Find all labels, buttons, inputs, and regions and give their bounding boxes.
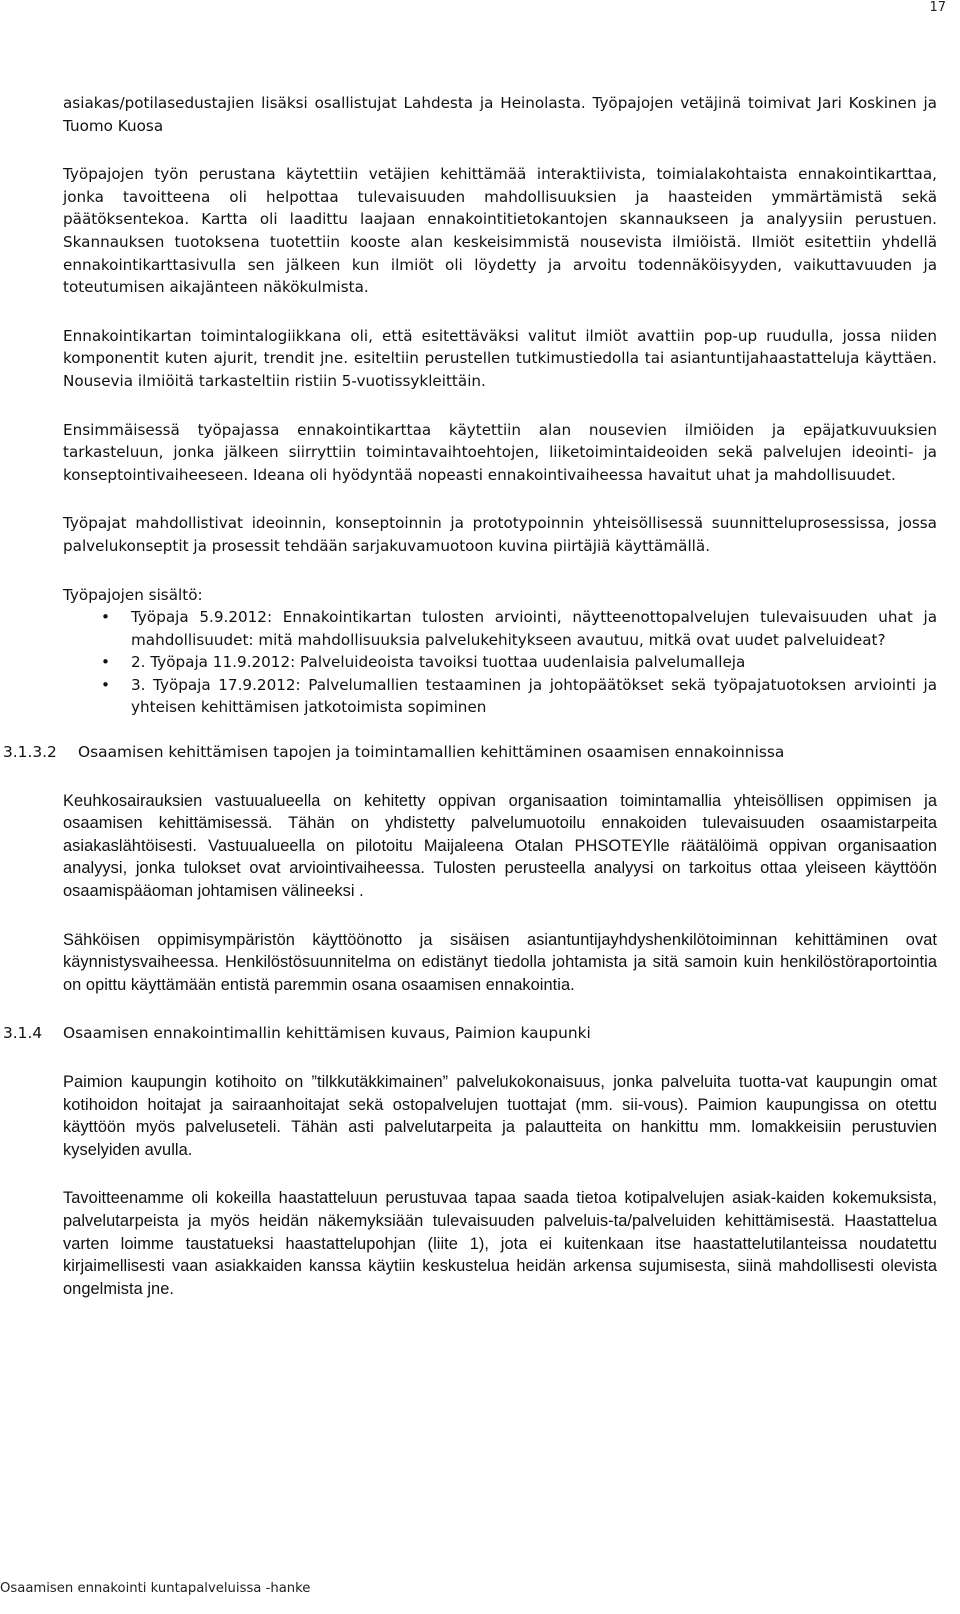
bullet-icon: • [101,675,110,694]
section-number: 3.1.4 [3,1024,43,1043]
section-heading [0,1022,937,1045]
bullet-icon: • [101,653,110,672]
section-number: 3.1.3.2 [3,743,57,762]
page-footer: Osaamisen ennakointi kuntapalveluissa -hanke [0,1581,311,1596]
page-content [3,92,937,1326]
section-title: Osaamisen kehittämisen tapojen ja toimintamallien kehittäminen osaamisen ennakoinnissa [78,743,785,762]
list-item [63,651,937,674]
paragraph-first-workshop: Ensimmäisessä työpajassa ennakointikarttaa käytettiin alan nousevien ilmiöiden ja epäjatkuvuuksien tarkasteluun, jonka jälkeen siirryttiin toimintavaihtoehtojen, liiketoimintaideoiden sekä palvelujen ideointi- ja konseptointivaiheeseen. Ideana oli hyödyntää nopeasti ennakointivaiheessa havaitut uhat ja mahdollisuudet. [63,420,937,484]
list-item-text: 3. Työpaja 17.9.2012: Palvelumallien testaaminen ja johtopäätökset sekä työpajatuotoksen arviointi ja yhteisen kehittämisen jatkotoimista sopiminen [131,675,937,717]
workshop-list [63,606,937,719]
paragraph-interview-goal: Tavoitteenamme oli kokeilla haastatteluun perustuvaa tapaa saada tietoa kotipalvelujen asiak-kaiden kokemuksista, palvelutarpeista ja myös heidän näkemyksiään tulevaisuuden palveluis-ta/palveluiden kehittämisestä. Haastattelua varten loimme taustatueksi haastattelupohjan (liite 1), jota ei kuitenkaan itse haastattelutilanteissa noudatettu kirjaimellisesti vaan asiakkaiden kanssa käytiin keskustelua heidän arkensa sujumisesta, siinä mahdollisesti olevista ongelmista jne. [63,1189,937,1298]
bullet-icon: • [101,608,110,627]
paragraph-lung-unit: Keuhkosairauksien vastuualueella on kehitetty oppivan organisaation toimintamallia yhteisöllisen oppimisen ja osaamisen kehittämisessä. Tähän on yhdistetty palvelumuotoilu ennakoiden tulevaisuuden osaamistarpeita asiakaslähtöisesti. Vastuualueella on pilotoitu Maijaleena Otalan PHSOTEYlle räätälöimä oppivan organisaation analyysi, jonka tulokset ovat arviointivaiheessa. Tulosten perusteella analyysi on tarkoitus ottaa yleiseen käyttöön osaamispääoman johtamisen välineeksi . [63,791,937,901]
section-heading [0,741,937,764]
list-item-text: 2. Työpaja 11.9.2012: Palveluideoista tavoiksi tuottaa uudenlaisia palvelumalleja [131,653,746,672]
paragraph-forecast-map: Työpajojen työn perustana käytettiin vetäjien kehittämää interaktiivista, toimialakohtaista ennakointikarttaa, jonka tavoitteena oli helpottaa tulevaisuuden mahdollisuuksien ja haasteiden ymmärtämistä sekä päätöksentekoa. Kartta oli laadittu laajaan ennakointitietokantojen skannaukseen ja analyysiin perustuen. Skannauksen tuotoksena tuotettiin kooste alan keskeisimmistä nousevista ilmiöistä. Ilmiöt esitettiin yhdellä ennakointikarttasivulla sen jälkeen kun ilmiöt oli löydetty ja arvoitu todennäköisyyden, vaikuttavuuden ja toteutumisen aikajänteen näkökulmista. [63,165,937,297]
list-item [63,674,937,719]
workshop-list-title: Työpajojen sisältö: [63,585,203,604]
paragraph-workshop-outcomes: Työpajat mahdollistivat ideoinnin, konseptoinnin ja prototypoinnin yhteisöllisessä suunnitteluprosessissa, jossa palvelukonseptit ja prosessit tehdään sarjakuvamuotoon kuvina piirtäjiä käyttämällä. [63,514,937,555]
page-number: 17 [929,0,946,15]
paragraph-e-learning: Sähköisen oppimisympäristön käyttöönotto ja sisäisen asiantuntijayhdyshenkilötoiminnan kehittäminen ovat käynnistysvaiheessa. Henkilöstösuunnitelma on edistänyt tiedolla johtamista ja sitä samoin kuin henkilöstöraportointia on opittu käyttämään entistä paremmin osana osaamisen ennakointia. [63,930,937,994]
paragraph-map-logic: Ennakointikartan toimintalogiikkana oli, että esitettäväksi valitut ilmiöt avattiin pop-up ruudulla, jossa niiden komponentit kuten ajurit, trendit jne. esiteltiin perustellen tutkimustiedolla tai asiantuntijahaastatteluja käyttäen. Nousevia ilmiöitä tarkasteltiin ristiin 5-vuotissykleittäin. [63,326,937,390]
section-title: Osaamisen ennakointimallin kehittämisen kuvaus, Paimion kaupunki [63,1024,591,1043]
paragraph-paimio-home-care: Paimion kaupungin kotihoito on ”tilkkutäkkimainen” palvelukokonaisuus, jonka palveluita tuotta-vat kaupungin omat kotihoidon hoitajat ja sairaanhoitajat sekä ostopalvelujen tuottajat (mm. sii-vous). Paimion kaupungissa on otettu käyttöön myös palveluseteli. Tähän asti palvelutarpeita ja palautteita on hankittu mm. lomakkeisiin perustuvien kyselyiden avulla. [63,1073,937,1159]
paragraph-workshop-leaders: asiakas/potilasedustajien lisäksi osallistujat Lahdesta ja Heinolasta. Työpajojen vetäjinä toimivat Jari Koskinen ja Tuomo Kuosa [63,94,937,135]
list-item [63,606,937,651]
list-item-text: Työpaja 5.9.2012: Ennakointikartan tulosten arviointi, näytteenottopalvelujen tulevaisuuden uhat ja mahdollisuudet: mitä mahdollisuuksia palvelukehitykseen avautuu, mitkä ovat uudet palveluideat? [131,608,937,649]
